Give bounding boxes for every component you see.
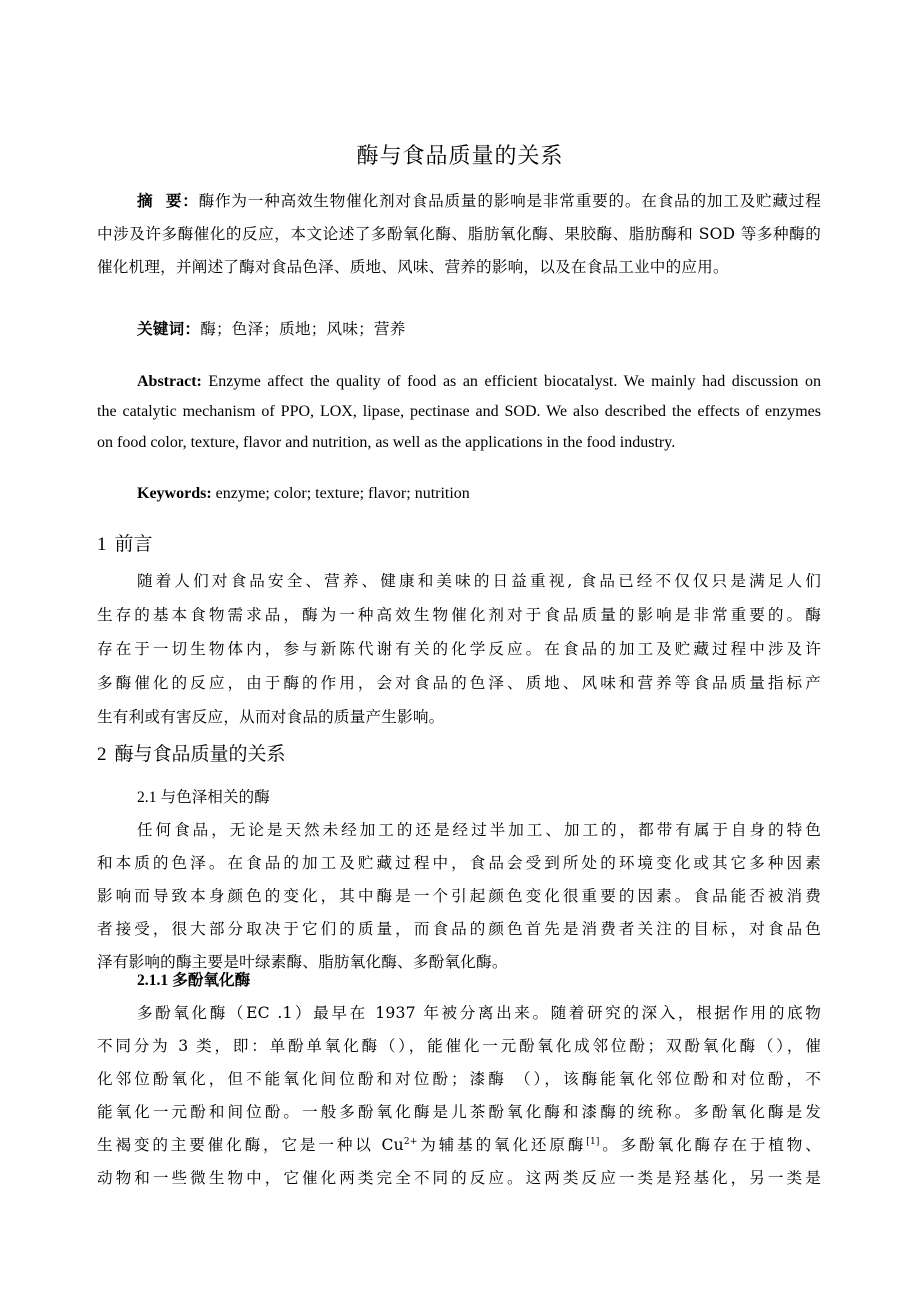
- section-2-1-1-heading: 2.1.1 多酚氧化酶: [137, 971, 251, 989]
- paragraph-line: 多酶催化的反应，由于酶的作用，会对食品的色泽、质地、风味和营养等食品质量指标产: [97, 674, 821, 692]
- keywords-cn-label: 关键词：: [137, 320, 201, 338]
- abstract-en-line: Abstract: Enzyme affect the quality of food as an efficient biocatalyst. We mainly had discussion on: [137, 373, 821, 390]
- keywords-en: [137, 483, 821, 505]
- abstract-cn-line: 摘 要：酶作为一种高效生物催化剂对食品质量的影响是非常重要的。在食品的加工及贮藏过程: [137, 192, 821, 210]
- abstract-cn-label: 摘 要：: [137, 192, 199, 210]
- paragraph-line: 多酚氧化酶（EC .1）最早在 1937 年被分离出来。随着研究的深入，根据作用的底物: [137, 1004, 821, 1022]
- paragraph-line: 随着人们对食品安全、营养、健康和美味的日益重视, 食品已经不仅仅只是满足人们: [137, 572, 821, 590]
- abstract-en-label: Abstract:: [137, 373, 202, 390]
- paragraph-line: 生褐变的主要催化酶，它是一种以 $Cu^{2+}$为辅基的氧化还原酶[1]。多酚氧化酶存在于植物、: [97, 1136, 821, 1154]
- document-title: 酶与食品质量的关系: [356, 144, 564, 169]
- abstract-en-line: on food color, texture, flavor and nutrition, as well as the applications in the food industry.: [97, 434, 676, 451]
- paragraph-line: 生有利或有害反应，从而对食品的质量产生影响。: [97, 708, 445, 726]
- keywords-cn: [137, 318, 821, 340]
- paragraph-line: 存在于一切生物体内，参与新陈代谢有关的化学反应。在食品的加工及贮藏过程中涉及许: [97, 640, 821, 658]
- paragraph-line: 生存的基本食物需求品，酶为一种高效生物催化剂对于食品质量的影响是非常重要的。酶: [97, 606, 821, 624]
- keywords-en-text: enzyme; color; texture; flavor; nutrition: [211, 485, 470, 502]
- section-1-heading: 1 前言: [97, 533, 153, 555]
- section-2-1-heading: 2.1 与色泽相关的酶: [137, 788, 270, 806]
- superscript-charge: 2+: [403, 1137, 418, 1147]
- paragraph-line: 不同分为 3 类，即：单酚单氧化酶（），能催化一元酚氧化成邻位酚；双酚氧化酶（），催: [97, 1037, 821, 1055]
- paragraph-line: 能氧化一元酚和间位酚。一般多酚氧化酶是儿茶酚氧化酶和漆酶的统称。多酚氧化酶是发: [97, 1103, 821, 1121]
- keywords-en-label: Keywords:: [137, 485, 212, 502]
- paragraph-line: 者接受，很大部分取决于它们的质量，而食品的颜色首先是消费者关注的目标，对食品色: [97, 920, 821, 938]
- paragraph-line: 泽有影响的酶主要是叶绿素酶、脂肪氧化酶、多酚氧化酶。: [97, 953, 508, 971]
- paragraph-line: 影响而导致本身颜色的变化，其中酶是一个引起颜色变化很重要的因素。食品能否被消费: [97, 887, 821, 905]
- paragraph-line: 任何食品，无论是天然未经加工的还是经过半加工、加工的，都带有属于自身的特色: [137, 821, 821, 839]
- paragraph-line: 动物和一些微生物中，它催化两类完全不同的反应。这两类反应一类是羟基化，另一类是: [97, 1169, 821, 1187]
- paragraph-line: 化邻位酚氧化，但不能氧化间位酚和对位酚；漆酶 （），该酶能氧化邻位酚和对位酚，不: [97, 1070, 821, 1088]
- abstract-en-line: the catalytic mechanism of PPO, LOX, lipase, pectinase and SOD. We also described the effects of enzymes: [97, 403, 821, 420]
- paragraph-line: 和本质的色泽。在食品的加工及贮藏过程中，食品会受到所处的环境变化或其它多种因素: [97, 854, 821, 872]
- section-2-heading: 2 酶与食品质量的关系: [97, 743, 286, 765]
- keywords-cn-text: 酶；色泽；质地；风味；营养: [200, 320, 406, 338]
- abstract-cn-line: 中涉及许多酶催化的反应，本文论述了多酚氧化酶、脂肪氧化酶、果胶酶、脂肪酶和 SOD 等多种酶的: [97, 225, 821, 243]
- citation-ref[interactable]: [1]: [586, 1137, 600, 1147]
- abstract-cn-line: 催化机理，并阐述了酶对食品色泽、质地、风味、营养的影响，以及在食品工业中的应用。: [97, 258, 729, 276]
